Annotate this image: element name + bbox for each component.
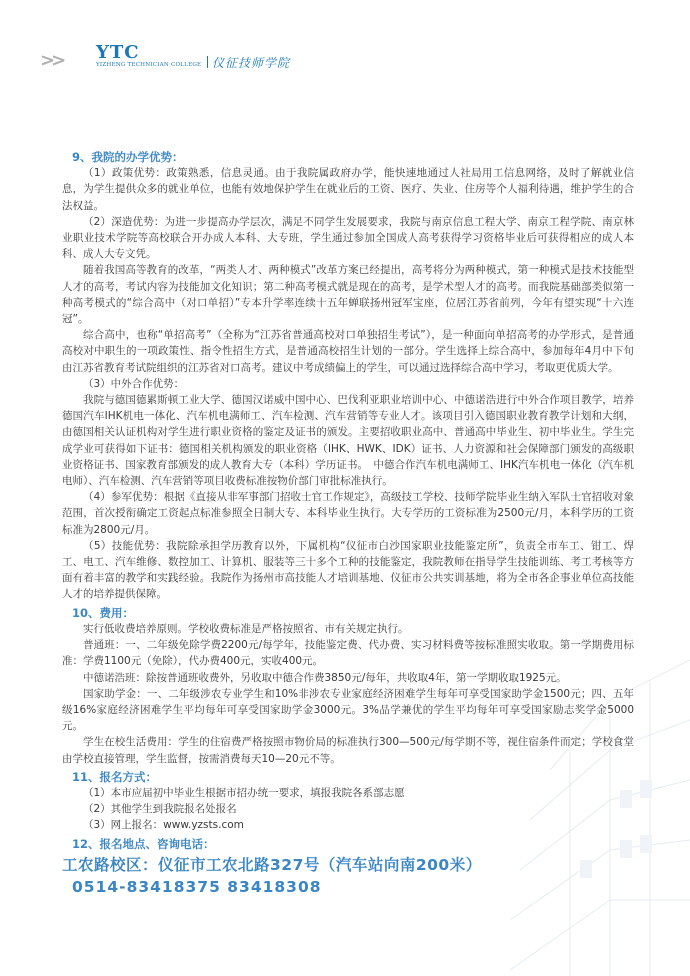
section-11-title: 11、报名方式： bbox=[72, 769, 158, 784]
section-9-paragraph: （3）中外合作优势： bbox=[83, 377, 185, 390]
college-logo-chinese-name: 仪征技师学院 bbox=[212, 56, 291, 70]
section-11-paragraph: （2）其他学生到我院报名处报名 bbox=[83, 803, 237, 816]
section-10-paragraph: 中德诺浩班：除按普通班收费外，另收取中德合作费3850元/每年，共收取4年，第一学期收取1925元。 bbox=[83, 671, 567, 684]
section-10-paragraph: 实行低收费培养原则。学校收费标准是严格按照省、市有关规定执行。 bbox=[83, 622, 409, 635]
page-header bbox=[0, 0, 690, 90]
section-10-paragraph: 国家助学金：一、二年级涉农专业学生和10%非涉农专业家庭经济困难学生每年可享受国家助学金1500元；四、五年级16%家庭经济困难学生平均每年可享受国家助学金3000元。3%品学兼优的学生平均每年可享受国家励志奖学金5000元。 bbox=[62, 687, 634, 733]
college-logo-abbr: YTC bbox=[96, 42, 140, 63]
section-9-paragraph: （2）深造优势：为进一步提高办学层次，满足不同学生发展要求，我院与南京信息工程大学、南京工程学院、南京林业职业技术学院等高校联合开办成人本科、大专班，学生通过参加全国成人高考获得学习资格毕业后可获得相应的成人本科、成人大专文凭。 bbox=[62, 215, 634, 261]
section-10-paragraph: 普通班：一、二年级免除学费2200元/每学年，技能鉴定费、代办费、实习材料费等按标准照实收取。第一学期费用标准：学费1100元（免除），代办费400元，实收400元。 bbox=[62, 639, 634, 668]
campus-address: 工农路校区：仪征市工农北路327号（汽车站向南200米） bbox=[62, 855, 482, 874]
contact-phones: 0514-83418375 83418308 bbox=[72, 877, 322, 896]
logo-divider bbox=[207, 56, 208, 68]
section-9-title: 9、我院的办学优势： bbox=[72, 150, 184, 164]
section-12-title: 12、报名地点、咨询电话： bbox=[72, 836, 215, 851]
section-9-paragraph: 综合高中，也称“单招高考”（全称为“江苏省普通高校对口单独招生考试”），是一种面向单招高考的办学形式，是普通高校对中职生的一项政策性、指令性招生方式，是普通高校招生计划的一部分。学生选择上综合高中，参加每年4月中下旬由江苏省教育考试院组织的江苏省对口高考。建议中考成绩偏上的学生，可以通过选择综合高中学习，考取更优质大学。 bbox=[62, 329, 634, 374]
double-chevron-right-icon: >> bbox=[40, 50, 63, 71]
section-9-paragraph: （5）技能优势：我院除承担学历教育以外，下属机构“仪征市白沙国家职业技能鉴定所”，负责全市车工、钳工、焊工、电工、汽车维修、数控加工、计算机、服装等三十多个工种的技能鉴定，我院教师在指导学生技能训练、考工考核等方面有着丰富的教学和实践经验。我院作为扬州市高技能人才培训基地、仪征市公共实训基地，将为全市各企事业单位高技能人才的培养提供保障。 bbox=[62, 539, 634, 601]
section-10-title: 10、费用： bbox=[72, 605, 135, 620]
article-body bbox=[62, 147, 634, 898]
section-11-paragraph: （1）本市应届初中毕业生根据市招办统一要求，填报我院各系部志愿 bbox=[83, 786, 405, 799]
college-logo-english-name: YIZHENG TECHNICIAN COLLEGE bbox=[96, 62, 202, 68]
section-11-paragraph: （3）网上报名：www.yzsts.com bbox=[83, 819, 244, 832]
section-9-paragraph: （4）参军优势：根据《直接从非军事部门招收士官工作规定》，高级技工学校、技师学院毕业生纳入军队士官招收对象范围，首次授衔确定工资起点标准参照全日制大专、本科毕业生执行。大专学历的工资标准为2500元/月，本科学历的工资标准为2800元/月。 bbox=[62, 491, 634, 536]
section-9-paragraph: （1）政策优势：政策熟悉，信息灵通。由于我院属政府办学，能快速地通过人社局用工信息网络，及时了解就业信息，为学生提供众多的就业单位，也能有效地保护学生在就业后的工资、医疗、失业、住房等个人福利待遇，维护学生的合法权益。 bbox=[62, 167, 634, 212]
section-9-paragraph: 我院与德国德累斯顿工业大学、德国汉诺威中国中心、巴伐利亚职业培训中心、中德诺浩进行中外合作项目教学，培养德国汽车IHK机电一体化、汽车机电满师工、汽车检测、汽车营销等专业人才。该项目引入德国职业教育教学计划和大纲，由德国相关认证机构对学生进行职业资格的鉴定及证书的颁发。主要招收职业高中、普通高中毕业生、初中毕业生。学生完成学业可获得如下证书：德国相关机构颁发的职业资格（IHK、HWK、IDK）证书、人力资源和社会保障部门颁发的高级职业资格证书、国家教育部颁发的成人教育大专（本科）学历证书。 中德合作汽车机电满师工、IHK汽车机电一体化（汽车机电师）、汽车检测、汽车营销等项目收费标准按物价部门审批标准执行。 bbox=[62, 394, 634, 488]
section-10-paragraph: 学生在校生活费用：学生的住宿费严格按照市物价局的标准执行300—500元/每学期不等，视住宿条件而定；学校食堂由学校直接管理，学生监督，按需消费每天10—20元不等。 bbox=[62, 736, 634, 765]
section-9-paragraph: 随着我国高等教育的改革，“两类人才、两种模式”改革方案已经提出，高考将分为两种模式，第一种模式是技术技能型人才的高考，考试内容为技能加文化知识；第二种高考模式就是现在的高考，是学术型人才的高考。而我院基础部类似第一种高考模式的“综合高中（对口单招）”专本升学率连续十五年蝉联扬州冠军宝座，位居江苏省前列，今年有望实现“十六连冠”。 bbox=[62, 264, 634, 326]
